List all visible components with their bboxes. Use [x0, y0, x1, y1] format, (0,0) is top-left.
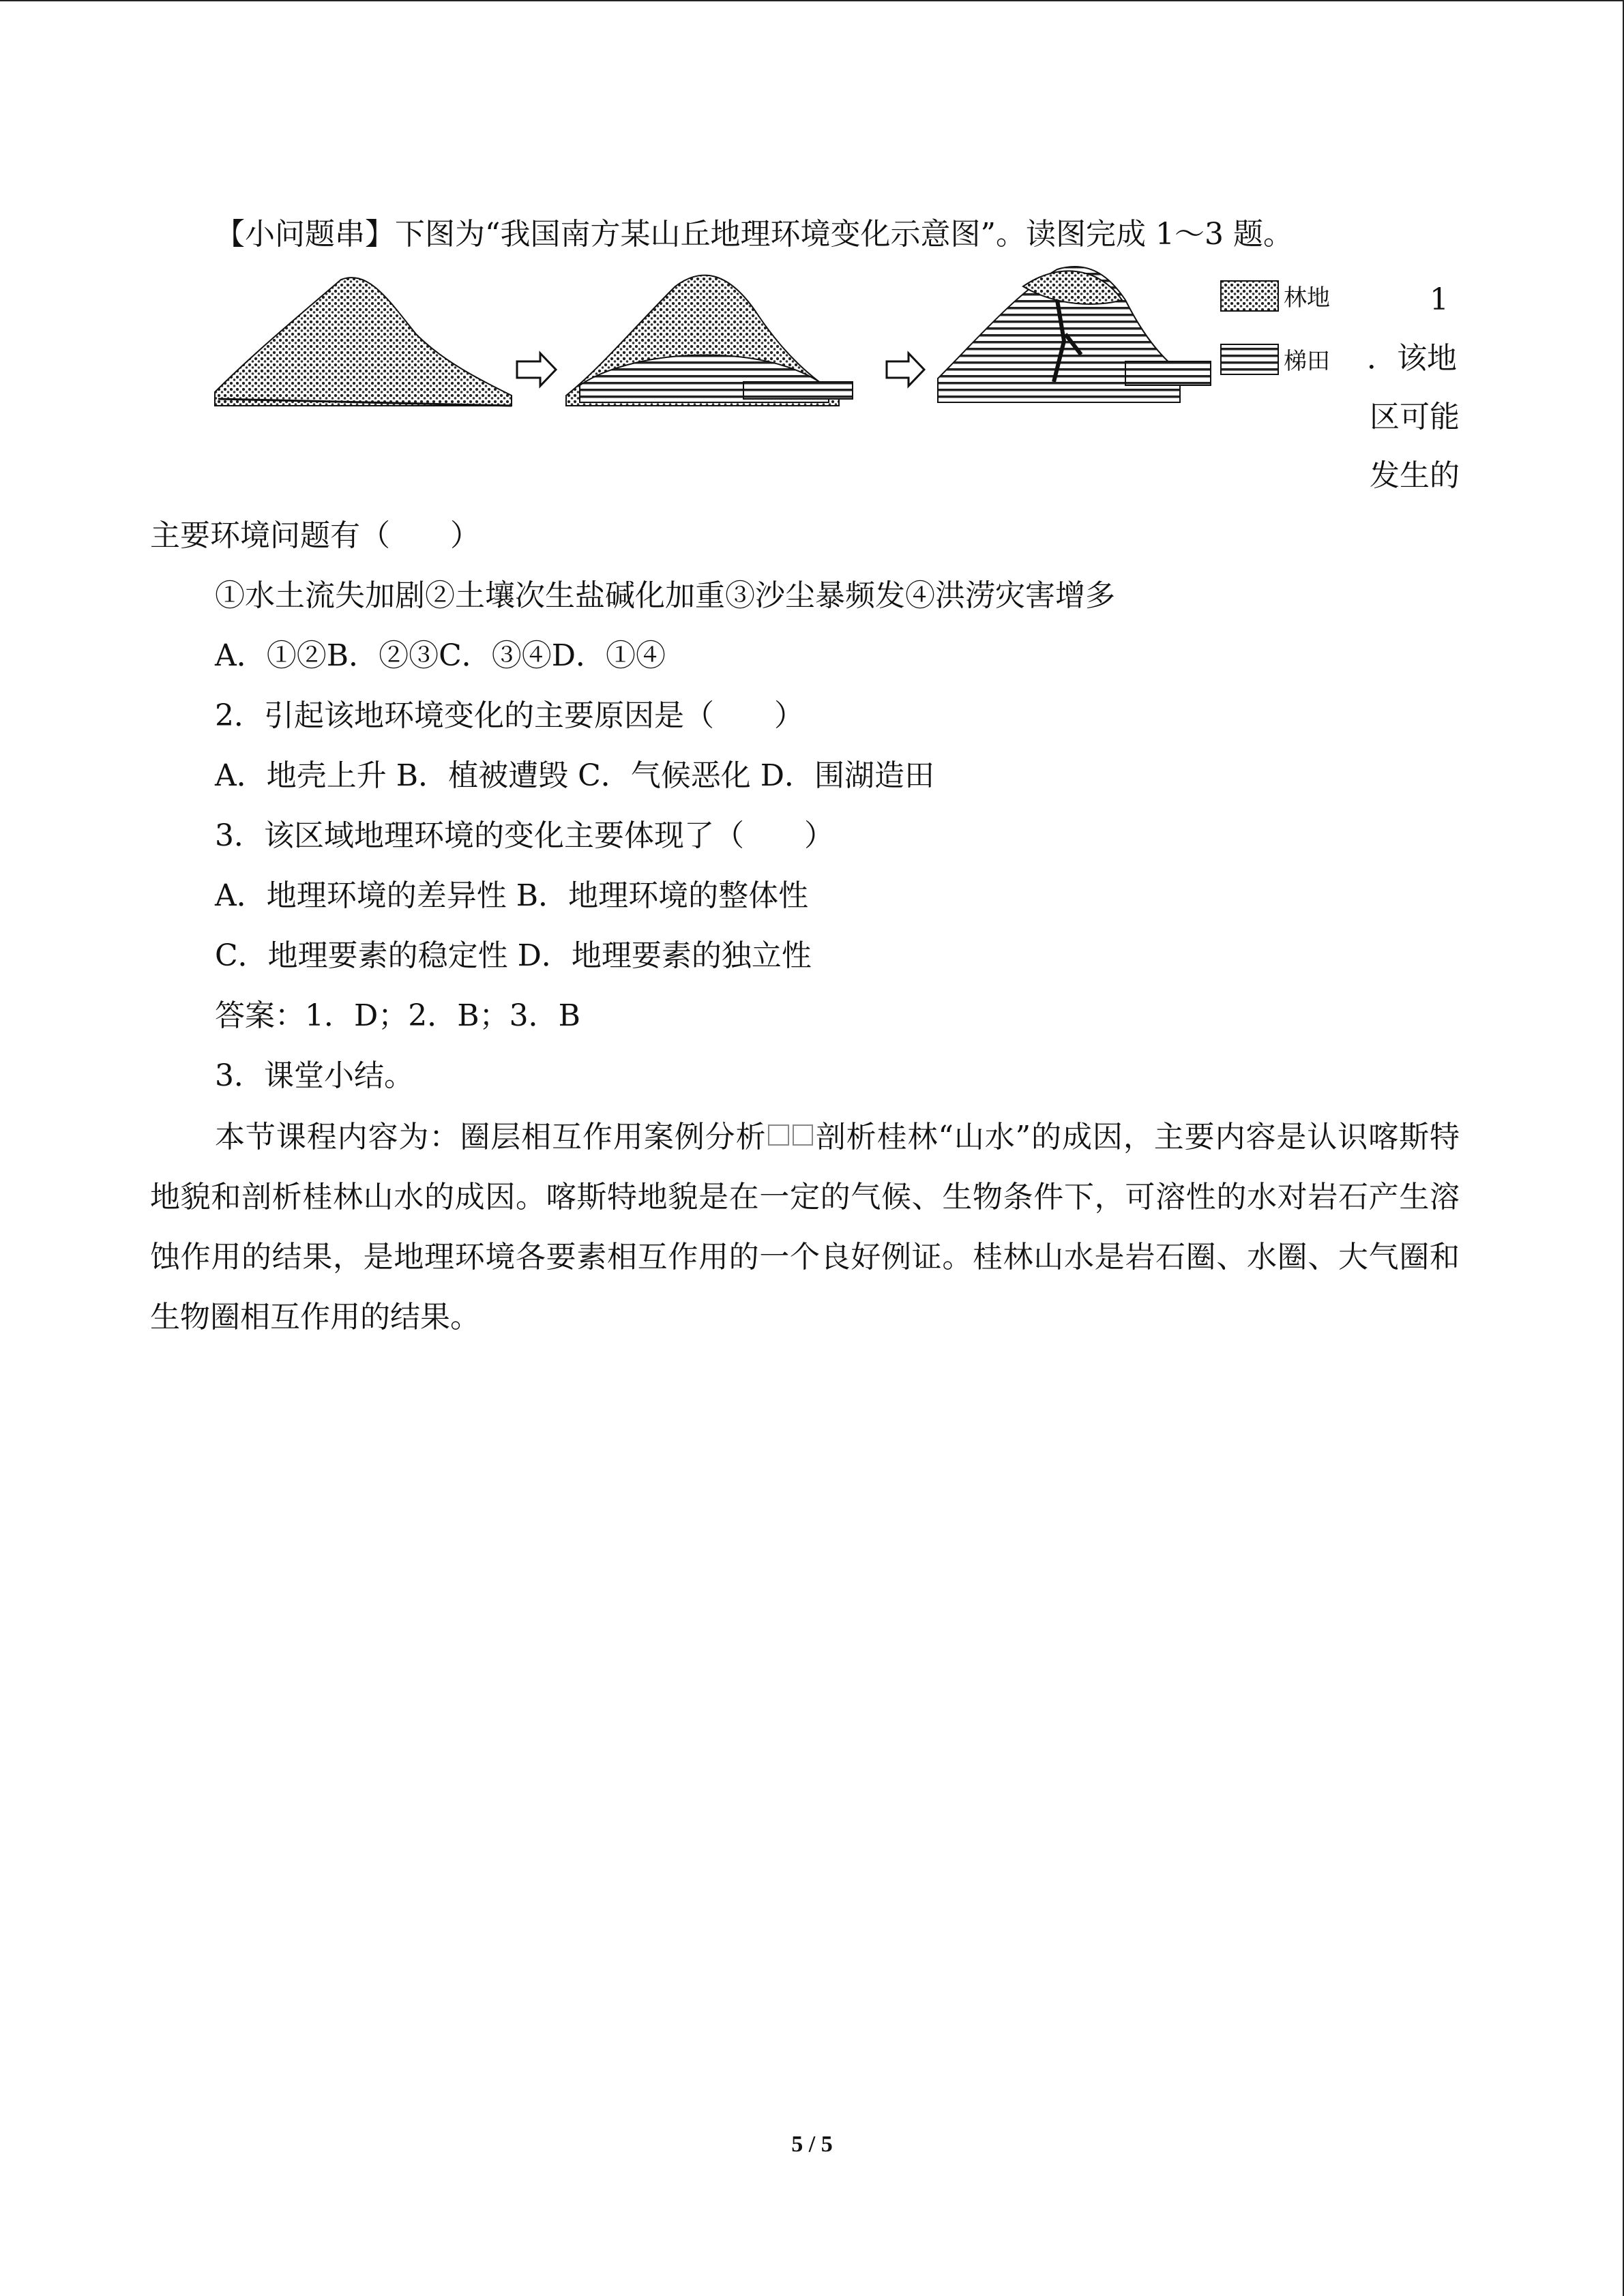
hill-forested-illustration: [215, 278, 512, 406]
landscape-change-figure: [211, 259, 1337, 423]
q3-options-line-2: C．地理要素的稳定性 D．地理要素的独立性: [215, 938, 812, 973]
q2-options: A．地壳上升 B．植被遭毁 C．气候恶化 D．围湖造田: [215, 758, 935, 793]
missing-glyph-box: [768, 1124, 788, 1145]
q1-options: A．①②B．②③C．③④D．①④: [215, 638, 666, 673]
summary-text-part2: 剖析桂林“山水”的成因，主要内容是认识喀斯特地貌和剖析桂林山水的成因。喀斯特地貌是在一定的气候、生物条件下，可溶性的水对岩石产生溶蚀作用的结果，是地理环境各要素相互作用的一个良好例证。桂林山水是岩石圈、水圈、大气圈和生物圈相互作用的结果。: [150, 1120, 1460, 1335]
arrow-right-icon: [517, 353, 556, 386]
summary-paragraph: [150, 1107, 1460, 1347]
q1-side-line-3: 区可能: [1370, 400, 1460, 434]
summary-text-part1: 本节课程内容为：圈层相互作用案例分析: [215, 1120, 767, 1154]
q3-options-line-1: A．地理环境的差异性 B．地理环境的整体性: [215, 878, 809, 913]
q2-stem: 2．引起该地环境变化的主要原因是（ ）: [215, 698, 804, 733]
page-number: 5 / 5: [791, 2132, 833, 2157]
q1-stem-continuation: 主要环境问题有（ ）: [150, 518, 480, 553]
q3-stem: 3．该区域地理环境的变化主要体现了（ ）: [215, 818, 834, 853]
legend-label-forest: 林地: [1284, 285, 1330, 311]
q1-side-line-4: 发生的: [1370, 458, 1460, 493]
terrace-pattern-icon: [1221, 344, 1278, 374]
arrow-right-icon: [887, 353, 924, 386]
answer-key: 答案：1．D；2．B；3．B: [215, 998, 580, 1033]
summary-heading: 3．课堂小结。: [215, 1058, 414, 1093]
question-intro: 【小问题串】下图为“我国南方某山丘地理环境变化示意图”。读图完成 1～3 题。: [215, 217, 1293, 252]
missing-glyph-box: [793, 1124, 813, 1145]
legend-label-terrace: 梯田: [1284, 348, 1330, 374]
q1-side-line-1: 1: [1430, 282, 1449, 317]
hill-partially-terraced-illustration: [566, 275, 853, 406]
q1-statements: ①水土流失加剧②土壤次生盐碱化加重③沙尘暴频发④洪涝灾害增多: [215, 578, 1115, 613]
forest-pattern-icon: [1221, 281, 1278, 311]
figure-legend: [1221, 281, 1330, 374]
q1-side-line-2: ．该地: [1367, 341, 1457, 376]
hill-fully-terraced-illustration: [938, 267, 1211, 402]
